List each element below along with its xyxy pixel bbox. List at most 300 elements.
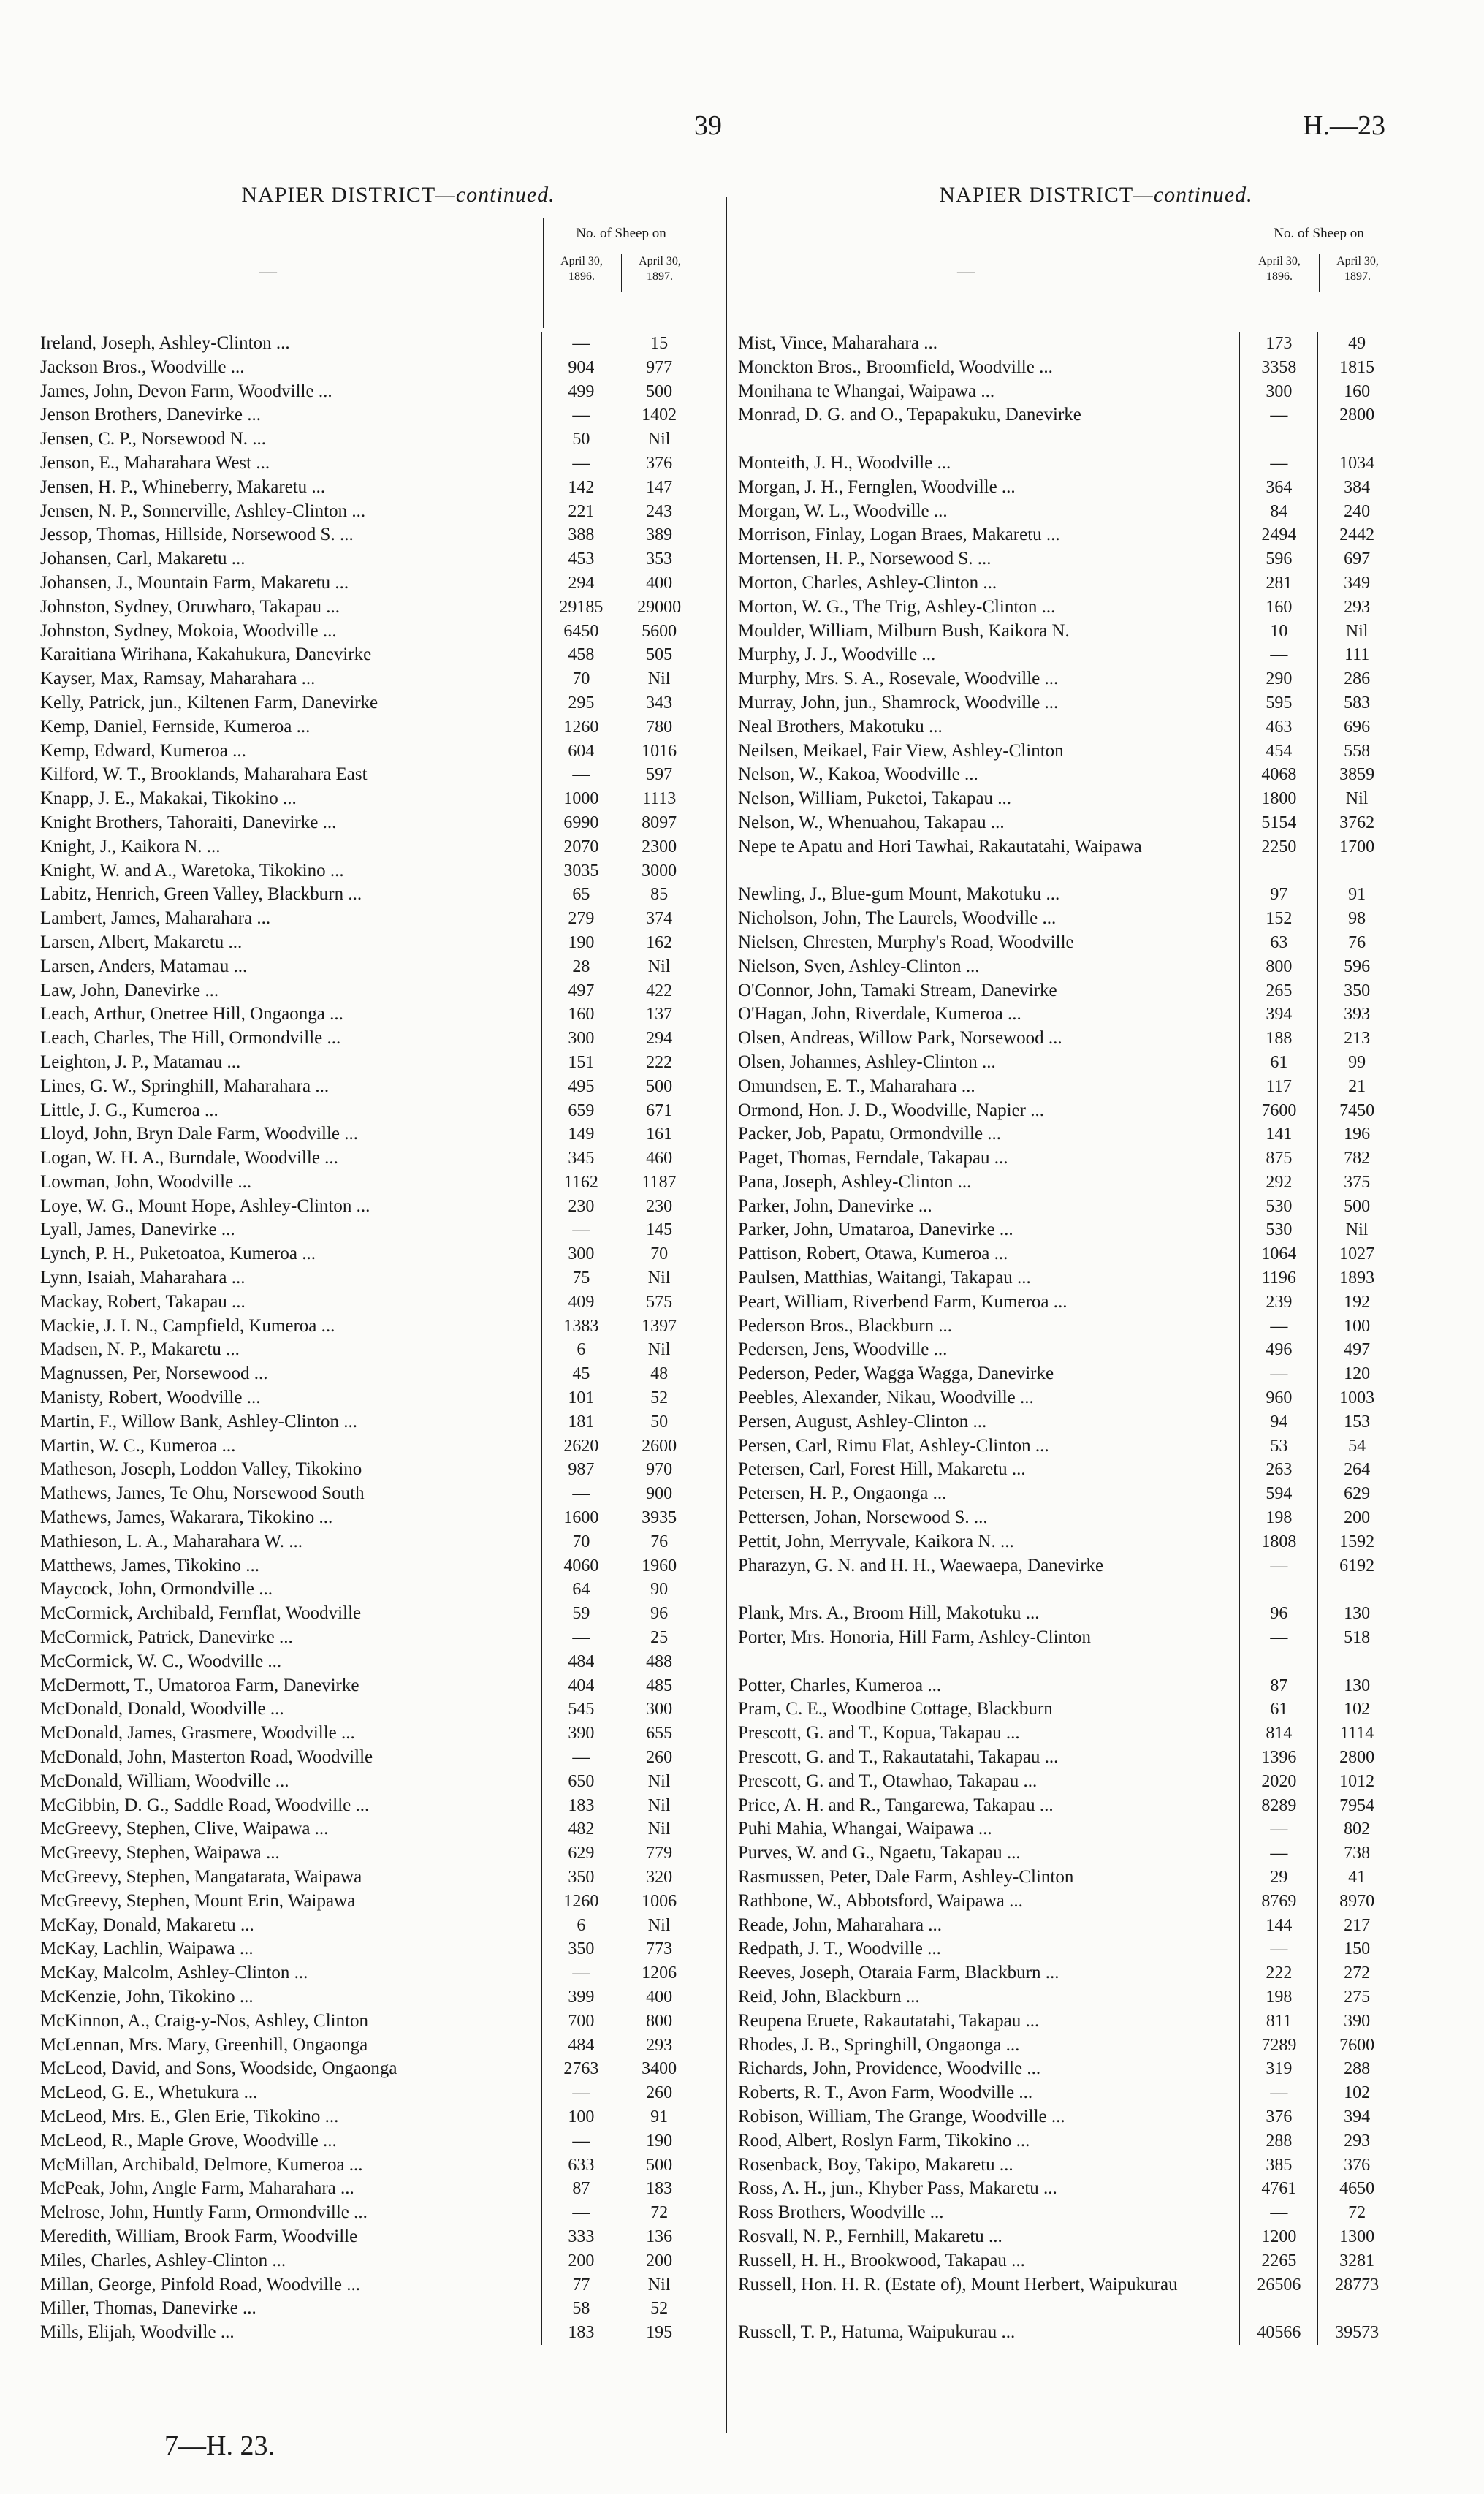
table-row	[40, 1674, 698, 1698]
table-row	[40, 1506, 698, 1530]
table-row	[738, 667, 1396, 691]
sheep-1896: 198	[1239, 1506, 1317, 1530]
owner-name: Mackie, J. I. N., Campfield, Kumeroa ...	[40, 1315, 335, 1336]
sheep-1896: 292	[1239, 1171, 1317, 1195]
owner-name: James, John, Devon Farm, Woodville ...	[40, 381, 332, 401]
sheep-1897: 130	[1317, 1674, 1396, 1698]
owner-name: McKinnon, A., Craig-y-Nos, Ashley, Clinton	[40, 2010, 369, 2031]
sheep-1897: 3859	[1317, 763, 1396, 787]
sheep-1896: 181	[541, 1410, 620, 1434]
sheep-1897: 3400	[620, 2057, 698, 2081]
sheep-1897: 192	[1317, 1290, 1396, 1315]
owner-name: Pettit, John, Merryvale, Kaikora N. ...	[738, 1531, 1014, 1551]
sheep-1896: 1260	[541, 1890, 620, 1914]
owner-name: Persen, August, Ashley-Clinton ...	[738, 1411, 987, 1432]
sheep-1897: 120	[1317, 1362, 1396, 1386]
footer-code: 7—H. 23.	[164, 2430, 275, 2461]
table-row	[738, 1554, 1396, 1603]
owner-name: Law, John, Danevirke ...	[40, 980, 219, 1000]
right-table-header	[738, 218, 1396, 332]
sheep-1896: 2250	[1239, 835, 1317, 883]
sheep-1896: 222	[1239, 1961, 1317, 1985]
sheep-1896: 221	[541, 500, 620, 524]
owner-name: Lambert, James, Maharahara ...	[40, 908, 271, 929]
sheep-1897: Nil	[620, 1817, 698, 1841]
sheep-1896: 987	[541, 1458, 620, 1482]
owner-name: Reupena Eruete, Rakautatahi, Takapau ...	[738, 2010, 1040, 2031]
owner-name: McCormick, Archibald, Fernflat, Woodville	[40, 1603, 362, 1624]
sheep-1897: 900	[620, 1482, 698, 1506]
sheep-1896: 8769	[1239, 1890, 1317, 1914]
owner-name: McDonald, William, Woodville ...	[40, 1771, 289, 1791]
sheep-1896: 61	[1239, 1697, 1317, 1722]
sheep-1896: 300	[541, 1242, 620, 1266]
sheep-1896: 190	[541, 931, 620, 955]
table-row	[738, 955, 1396, 979]
owner-name: Ross Brothers, Woodville ...	[738, 2202, 944, 2223]
sheep-1896: 97	[1239, 883, 1317, 907]
col-1897-header: April 30, 1897.	[1319, 254, 1396, 292]
table-row	[738, 1770, 1396, 1794]
table-row	[738, 1266, 1396, 1290]
sheep-1896: 29185	[541, 596, 620, 620]
owner-name: Reid, John, Blackburn ...	[738, 1986, 920, 2007]
table-row	[738, 1985, 1396, 2010]
sheep-1896: 545	[541, 1697, 620, 1722]
sheep-1896: 1200	[1239, 2225, 1317, 2249]
sheep-1896: 875	[1239, 1147, 1317, 1171]
sheep-1897: 629	[1317, 1482, 1396, 1506]
sheep-1897: 500	[620, 2153, 698, 2178]
sheep-1896: 288	[1239, 2129, 1317, 2153]
owner-name: Johnston, Sydney, Mokoia, Woodville ...	[40, 620, 337, 641]
table-row	[40, 2177, 698, 2201]
owner-name: Jensen, C. P., Norsewood N. ...	[40, 429, 267, 449]
sheep-1897: 384	[1317, 476, 1396, 500]
owner-name: Kayser, Max, Ramsay, Maharahara ...	[40, 669, 316, 689]
sheep-1896: —	[541, 2201, 620, 2225]
table-row	[738, 1482, 1396, 1506]
owner-name: Moulder, William, Milburn Bush, Kaikora N.	[738, 620, 1070, 641]
owner-name: McGreevy, Stephen, Waipawa ...	[40, 1843, 280, 1863]
table-row	[40, 1914, 698, 1938]
owner-name: Prescott, G. and T., Kopua, Takapau ...	[738, 1723, 1020, 1744]
sheep-1896: 77	[541, 2273, 620, 2297]
owner-name: Ormond, Hon. J. D., Woodville, Napier ...	[738, 1100, 1045, 1120]
table-row	[738, 2081, 1396, 2105]
table-row	[40, 715, 698, 740]
owner-name: Petersen, H. P., Ongaonga ...	[738, 1483, 947, 1504]
sheep-1897: 293	[1317, 596, 1396, 620]
table-row	[738, 2249, 1396, 2273]
table-row	[738, 356, 1396, 380]
table-row	[738, 1458, 1396, 1482]
owner-name: Russell, H. H., Brookwood, Takapau ...	[738, 2250, 1025, 2270]
sheep-1897: 497	[1317, 1338, 1396, 1362]
sheep-1896: 2620	[541, 1434, 620, 1459]
sheep-1897: 286	[1317, 667, 1396, 691]
table-row	[738, 1147, 1396, 1171]
table-row	[40, 859, 698, 883]
sheep-1897: Nil	[620, 1266, 698, 1290]
sheep-1897: 1114	[1317, 1722, 1396, 1746]
owner-name: Leach, Charles, The Hill, Ormondville ...	[40, 1028, 341, 1049]
table-row	[738, 2273, 1396, 2322]
table-row	[40, 1482, 698, 1506]
owner-name: Nicholson, John, The Laurels, Woodville ...	[738, 908, 1057, 929]
sheep-1897: 353	[620, 547, 698, 571]
owner-name: Parker, John, Umataroa, Danevirke ...	[738, 1220, 1013, 1240]
sheep-1896: 300	[541, 1027, 620, 1051]
sheep-1896: 814	[1239, 1722, 1317, 1746]
left-column-title: NAPIER DISTRICT—continued.	[241, 183, 555, 207]
table-row	[738, 1866, 1396, 1890]
col-1896-header: April 30, 1896.	[1258, 255, 1301, 283]
table-row	[738, 403, 1396, 452]
owner-name: Murphy, J. J., Woodville ...	[738, 645, 936, 665]
sheep-1897: 422	[620, 979, 698, 1003]
sheep-1897: 1034	[1317, 452, 1396, 476]
owner-name: McDonald, James, Grasmere, Woodville ...	[40, 1723, 355, 1744]
sheep-1896: —	[1239, 1626, 1317, 1674]
sheep-1897: 780	[620, 715, 698, 740]
owner-name: Larsen, Anders, Matamau ...	[40, 956, 248, 976]
sheep-1897: 1397	[620, 1315, 698, 1339]
sheep-1896: 290	[1239, 667, 1317, 691]
sheep-1896: 1000	[541, 787, 620, 811]
sheep-1896: 188	[1239, 1027, 1317, 1051]
owner-name: Reeves, Joseph, Otaraia Farm, Blackburn ...	[738, 1963, 1059, 1983]
owner-name: Price, A. H. and R., Tangarewa, Takapau ...	[738, 1795, 1054, 1815]
table-row	[40, 2321, 698, 2345]
table-row	[40, 691, 698, 715]
sheep-1896: 463	[1239, 715, 1317, 740]
owner-name: Madsen, N. P., Makaretu ...	[40, 1339, 240, 1360]
owner-name: Kelly, Patrick, jun., Kiltenen Farm, Danevirke	[40, 692, 378, 712]
owner-name: Morgan, J. H., Fernglen, Woodville ...	[738, 476, 1016, 497]
sheep-count-header: No. of Sheep on	[544, 218, 699, 254]
sheep-1896: 144	[1239, 1914, 1317, 1938]
table-row	[738, 1051, 1396, 1075]
table-row	[40, 2249, 698, 2273]
sheep-1896: 6	[541, 1338, 620, 1362]
sheep-1897: 76	[1317, 931, 1396, 955]
sheep-1897: 500	[620, 1075, 698, 1099]
sheep-1896: 700	[541, 2010, 620, 2034]
owner-name: Loye, W. G., Mount Hope, Ashley-Clinton ...	[40, 1195, 370, 1216]
sheep-1896: 294	[541, 571, 620, 596]
sheep-1897: 1700	[1317, 835, 1396, 883]
sheep-1897: 217	[1317, 1914, 1396, 1938]
sheep-1896: 84	[1239, 500, 1317, 524]
table-row	[738, 1099, 1396, 1123]
owner-name: Knight Brothers, Tahoraiti, Danevirke ...	[40, 812, 337, 832]
owner-name: Persen, Carl, Rimu Flat, Ashley-Clinton ...	[738, 1435, 1049, 1456]
sheep-1896: —	[541, 1482, 620, 1506]
sheep-1897: 505	[620, 643, 698, 667]
owner-name: Morrison, Finlay, Logan Braes, Makaretu ...	[738, 525, 1060, 545]
table-row	[40, 2225, 698, 2249]
sheep-1897: 583	[1317, 691, 1396, 715]
sheep-1896: 376	[1239, 2105, 1317, 2129]
sheep-1897: Nil	[1317, 787, 1396, 811]
sheep-1896: 3358	[1239, 356, 1317, 380]
col-1897-header: April 30, 1897.	[621, 254, 698, 292]
sheep-1896: 3035	[541, 859, 620, 883]
sheep-1896: 1808	[1239, 1530, 1317, 1554]
sheep-1897: 15	[620, 332, 698, 356]
owner-name: Murray, John, jun., Shamrock, Woodville ...	[738, 692, 1059, 712]
sheep-1897: 102	[1317, 1697, 1396, 1722]
sheep-1897: 230	[620, 1195, 698, 1219]
sheep-1897: 1003	[1317, 1386, 1396, 1410]
sheep-1897: 1815	[1317, 356, 1396, 380]
sheep-1896: 87	[1239, 1674, 1317, 1698]
owner-name: Rosenback, Boy, Takipo, Makaretu ...	[738, 2154, 1013, 2175]
sheep-1896: 1260	[541, 715, 620, 740]
sheep-1897: Nil	[620, 1338, 698, 1362]
sheep-1896: 390	[541, 1722, 620, 1746]
owner-name: Prescott, G. and T., Otawhao, Takapau ...	[738, 1771, 1038, 1791]
sheep-1896: 198	[1239, 1985, 1317, 2010]
owner-name: Parker, John, Danevirke ...	[738, 1195, 932, 1216]
table-row	[40, 1866, 698, 1890]
table-row	[40, 1794, 698, 1818]
sheep-1897: 488	[620, 1650, 698, 1674]
table-row	[738, 1890, 1396, 1914]
sheep-1896: 394	[1239, 1003, 1317, 1027]
table-row	[738, 2129, 1396, 2153]
sheep-1897: 272	[1317, 1961, 1396, 1985]
sheep-1896: 63	[1239, 931, 1317, 955]
table-row	[738, 1937, 1396, 1961]
owner-name: Russell, Hon. H. R. (Estate of), Mount Herbert, Waipukurau	[738, 2274, 1178, 2295]
table-row	[738, 1626, 1396, 1674]
owner-name: McDonald, Donald, Woodville ...	[40, 1699, 284, 1719]
owner-name: Labitz, Henrich, Green Valley, Blackburn ...	[40, 884, 362, 905]
sheep-1896: 497	[541, 979, 620, 1003]
owner-name: Neal Brothers, Makotuku ...	[738, 716, 943, 737]
table-row	[738, 1722, 1396, 1746]
sheep-1897: 136	[620, 2225, 698, 2249]
sheep-1897: 85	[620, 883, 698, 907]
sheep-1897: 3935	[620, 1506, 698, 1530]
sheep-1897: 1300	[1317, 2225, 1396, 2249]
sheep-1896: 1800	[1239, 787, 1317, 811]
sheep-1896: 800	[1239, 955, 1317, 979]
owner-name: Redpath, J. T., Woodville ...	[738, 1939, 941, 1959]
sheep-1896: 811	[1239, 2010, 1317, 2034]
sheep-1897: 518	[1317, 1626, 1396, 1674]
table-row	[738, 1961, 1396, 1985]
sheep-1897: 376	[1317, 2153, 1396, 2178]
owner-name: Kemp, Edward, Kumeroa ...	[40, 740, 246, 761]
table-row	[738, 883, 1396, 907]
table-row	[738, 691, 1396, 715]
sheep-1896: 7289	[1239, 2034, 1317, 2058]
table-row	[40, 1147, 698, 1171]
owner-name: Mist, Vince, Maharahara ...	[738, 333, 937, 353]
sheep-1897: 25	[620, 1626, 698, 1650]
sheep-1896: 2763	[541, 2057, 620, 2081]
col-1896-header: April 30, 1896.	[560, 255, 603, 283]
owner-name: Monteith, J. H., Woodville ...	[738, 452, 951, 473]
sheep-1897: 72	[1317, 2201, 1396, 2225]
table-row	[738, 1794, 1396, 1818]
sheep-1896: 1396	[1239, 1746, 1317, 1770]
sheep-1896: —	[1239, 1554, 1317, 1603]
sheep-1896: 659	[541, 1099, 620, 1123]
owner-name: Manisty, Robert, Woodville ...	[40, 1388, 261, 1408]
owner-name: Russell, T. P., Hatuma, Waipukurau ...	[738, 2322, 1016, 2343]
table-row	[40, 1242, 698, 1266]
sheep-1896: 604	[541, 740, 620, 764]
table-row	[738, 1530, 1396, 1554]
sheep-1896: 904	[541, 356, 620, 380]
sheep-1897: 29000	[620, 596, 698, 620]
sheep-1897: 91	[620, 2105, 698, 2129]
sheep-1897: 376	[620, 452, 698, 476]
owner-name: Paulsen, Matthias, Waitangi, Takapau ...	[738, 1268, 1031, 1288]
table-row	[738, 1290, 1396, 1315]
table-row	[738, 1410, 1396, 1434]
right-column-title: NAPIER DISTRICT—continued.	[939, 183, 1253, 207]
owner-name: McDermott, T., Umatoroa Farm, Danevirke	[40, 1675, 359, 1695]
sheep-1896: 183	[541, 2321, 620, 2345]
sheep-1897: 1006	[620, 1890, 698, 1914]
table-row	[40, 979, 698, 1003]
table-row	[40, 427, 698, 452]
sheep-1897: 222	[620, 1051, 698, 1075]
owner-name: Lloyd, John, Bryn Dale Farm, Woodville ...	[40, 1124, 358, 1144]
table-row	[40, 1961, 698, 1985]
left-column	[40, 183, 698, 2345]
owner-name: Johnston, Sydney, Oruwharo, Takapau ...	[40, 596, 340, 617]
sheep-1897: 260	[620, 2081, 698, 2105]
owner-name: Pharazyn, G. N. and H. H., Waewaepa, Danevirke	[738, 1555, 1104, 1575]
column-divider	[726, 197, 727, 2433]
sheep-1896: 2070	[541, 835, 620, 859]
table-row	[40, 1985, 698, 2010]
sheep-1896: 265	[1239, 979, 1317, 1003]
table-row	[40, 643, 698, 667]
right-column	[738, 183, 1396, 2345]
table-row	[40, 1817, 698, 1841]
name-column-header: —	[957, 262, 975, 281]
sheep-1897: Nil	[620, 427, 698, 452]
owner-name: Johansen, J., Mountain Farm, Makaretu ...	[40, 572, 349, 593]
left-table-body	[40, 332, 698, 2345]
sheep-1896: 8289	[1239, 1794, 1317, 1818]
owner-name: Nielsen, Chresten, Murphy's Road, Woodville	[738, 932, 1074, 952]
sheep-1896: —	[541, 452, 620, 476]
sheep-1897: 91	[1317, 883, 1396, 907]
owner-name: Roberts, R. T., Avon Farm, Woodville ...	[738, 2083, 1033, 2103]
owner-name: Pana, Joseph, Ashley-Clinton ...	[738, 1171, 972, 1192]
right-table-body	[738, 332, 1396, 2345]
table-row	[40, 1697, 698, 1722]
sheep-1897: 147	[620, 476, 698, 500]
owner-name: Maycock, John, Ormondville ...	[40, 1579, 273, 1600]
sheep-1897: 3762	[1317, 811, 1396, 835]
table-row	[738, 1218, 1396, 1242]
sheep-1896: 70	[541, 1530, 620, 1554]
sheep-1897: 655	[620, 1722, 698, 1746]
sheep-1896: 399	[541, 1985, 620, 2010]
sheep-1897: 162	[620, 931, 698, 955]
owner-name: Logan, W. H. A., Burndale, Woodville ...	[40, 1148, 338, 1168]
sheep-1897: 153	[1317, 1410, 1396, 1434]
sheep-1897: 150	[1317, 1937, 1396, 1961]
sheep-1897: 2800	[1317, 1746, 1396, 1770]
sheep-1897: 260	[620, 1746, 698, 1770]
sheep-1897: 697	[1317, 547, 1396, 571]
sheep-1896: 160	[541, 1003, 620, 1027]
owner-name: Knight, W. and A., Waretoka, Tikokino ...	[40, 860, 344, 881]
sheep-1896: —	[541, 763, 620, 787]
sheep-1897: 145	[620, 1218, 698, 1242]
sheep-1896: 530	[1239, 1195, 1317, 1219]
owner-name: Matthews, James, Tikokino ...	[40, 1555, 260, 1575]
owner-name: McGibbin, D. G., Saddle Road, Woodville ...	[40, 1795, 370, 1815]
table-row	[40, 2297, 698, 2321]
owner-name: Jenson Brothers, Danevirke ...	[40, 405, 262, 425]
owner-name: Jenson, E., Maharahara West ...	[40, 452, 270, 473]
sheep-1897: 1016	[620, 740, 698, 764]
table-row	[40, 596, 698, 620]
sheep-1896: 2020	[1239, 1770, 1317, 1794]
sheep-1896: 350	[541, 1866, 620, 1890]
sheep-1896: 160	[1239, 596, 1317, 620]
sheep-1897: 90	[620, 1578, 698, 1602]
owner-name: Neilsen, Meikael, Fair View, Ashley-Clinton	[738, 740, 1064, 761]
sheep-1896: 404	[541, 1674, 620, 1698]
sheep-1897: 558	[1317, 740, 1396, 764]
owner-name: Lowman, John, Woodville ...	[40, 1171, 252, 1192]
owner-name: Nielson, Sven, Ashley-Clinton ...	[738, 956, 980, 976]
sheep-1896: 633	[541, 2153, 620, 2178]
owner-name: Jackson Bros., Woodville ...	[40, 357, 245, 377]
owner-name: Rasmussen, Peter, Dale Farm, Ashley-Clinton	[738, 1867, 1074, 1887]
owner-name: Leighton, J. P., Matamau ...	[40, 1052, 241, 1072]
left-table-header	[40, 218, 698, 332]
sheep-1896: 5154	[1239, 811, 1317, 835]
table-row	[738, 500, 1396, 524]
owner-name: Johansen, Carl, Makaretu ...	[40, 549, 246, 569]
table-row	[40, 1051, 698, 1075]
sheep-1897: 389	[620, 523, 698, 547]
sheep-1896: 100	[541, 2105, 620, 2129]
table-row	[40, 1075, 698, 1099]
table-row	[738, 1506, 1396, 1530]
sheep-1897: 48	[620, 1362, 698, 1386]
table-row	[40, 1410, 698, 1434]
owner-name: Morton, W. G., The Trig, Ashley-Clinton ...	[738, 596, 1056, 617]
table-row	[40, 2010, 698, 2034]
owner-name: Pederson Bros., Blackburn ...	[738, 1315, 953, 1336]
sheep-1897: Nil	[1317, 620, 1396, 644]
table-row	[738, 787, 1396, 811]
sheep-1896: 50	[541, 427, 620, 452]
table-row	[40, 380, 698, 404]
sheep-1896: 458	[541, 643, 620, 667]
table-row	[738, 1171, 1396, 1195]
sheep-1896: —	[541, 1961, 620, 1985]
sheep-1896: 64	[541, 1578, 620, 1602]
table-row	[40, 500, 698, 524]
table-row	[738, 1075, 1396, 1099]
sheep-1897: 2800	[1317, 403, 1396, 452]
